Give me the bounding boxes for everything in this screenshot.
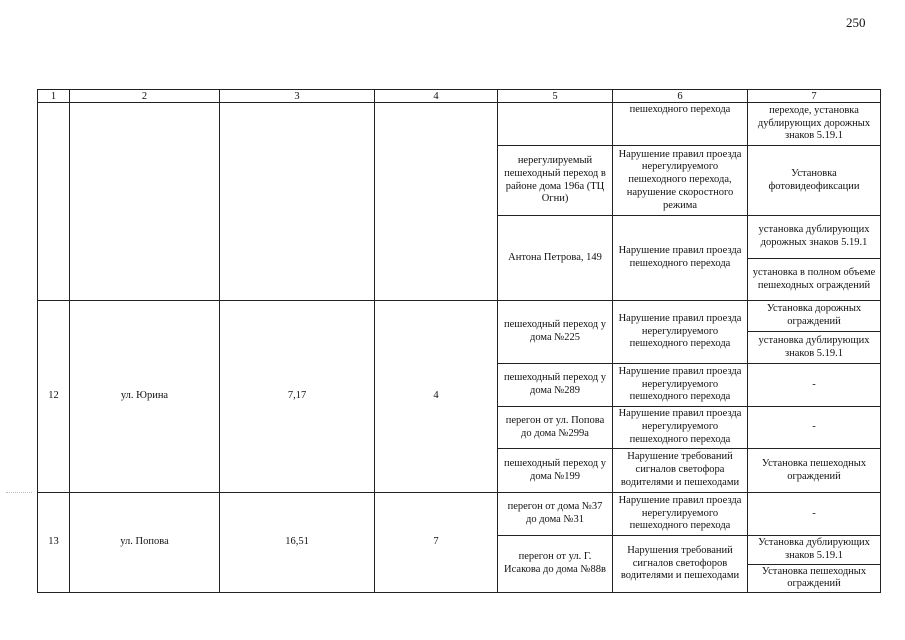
- cell-length: 16,51: [220, 493, 375, 593]
- cell-count: 7: [375, 493, 498, 593]
- cell-violation: пешеходного перехода: [613, 103, 748, 146]
- road-safety-table: [37, 89, 881, 593]
- cell-measure: Установка дорожных ограждений: [748, 301, 881, 332]
- cell-measure: переходе, установка дублирующих дорожных знаков 5.19.1: [748, 103, 881, 146]
- cell-violation: Нарушение правил проезда нерегулируемого пешеходного перехода: [613, 301, 748, 364]
- cell-street: ул. Попова: [70, 493, 220, 593]
- col-header-5: 5: [498, 90, 613, 103]
- cell-measure: установка в полном объеме пешеходных ограждений: [748, 259, 881, 301]
- cell-number: 13: [38, 493, 70, 593]
- cell-violation: Нарушение правил проезда нерегулируемого пешеходного перехода: [613, 493, 748, 536]
- cell-street: ул. Юрина: [70, 301, 220, 493]
- cell-length: 7,17: [220, 301, 375, 493]
- cell-violation: Нарушение требований сигналов светофора водителями и пешеходами: [613, 449, 748, 493]
- cell-location: перегон от ул. Г. Исакова до дома №88в: [498, 536, 613, 593]
- table-row: [38, 493, 881, 536]
- cell-number: 12: [38, 301, 70, 493]
- cell-location: пешеходный переход у дома №225: [498, 301, 613, 364]
- cell-location: пешеходный переход у дома №289: [498, 364, 613, 407]
- cell-measure: Установка фотовидеофиксации: [748, 146, 881, 216]
- col-header-3: 3: [220, 90, 375, 103]
- header-row: [38, 90, 881, 103]
- cell-count: 4: [375, 301, 498, 493]
- cell-measure: установка дублирующих дорожных знаков 5.19.1: [748, 216, 881, 259]
- cell-length: [220, 103, 375, 301]
- cell-violation: Нарушение правил проезда нерегулируемого пешеходного перехода, нарушение скоростного режима: [613, 146, 748, 216]
- col-header-4: 4: [375, 90, 498, 103]
- cell-location: перегон от дома №37 до дома №31: [498, 493, 613, 536]
- cell-location: нерегулируемый пешеходный переход в районе дома 196а (ТЦ Огни): [498, 146, 613, 216]
- page-number: 250: [846, 15, 866, 30]
- cell-location: перегон от ул. Попова до дома №299а: [498, 407, 613, 449]
- cell-measure: Установка дублирующих знаков 5.19.1: [748, 536, 881, 565]
- cell-violation: Нарушения требований сигналов светофоров водителями и пешеходами: [613, 536, 748, 593]
- cell-street: [70, 103, 220, 301]
- cell-measure: -: [748, 493, 881, 536]
- cell-location: пешеходный переход у дома №199: [498, 449, 613, 493]
- cell-location: Антона Петрова, 149: [498, 216, 613, 301]
- table-row: [38, 301, 881, 332]
- cell-measure: -: [748, 407, 881, 449]
- margin-mark: [6, 492, 32, 494]
- cell-violation: Нарушение правил проезда нерегулируемого пешеходного перехода: [613, 407, 748, 449]
- cell-measure: Установка пешеходных ограждений: [748, 449, 881, 493]
- cell-count: [375, 103, 498, 301]
- table-row: [38, 103, 881, 146]
- cell-measure: -: [748, 364, 881, 407]
- cell-measure: Установка пешеходных ограждений: [748, 564, 881, 593]
- cell-violation: Нарушение правил проезда нерегулируемого пешеходного перехода: [613, 364, 748, 407]
- col-header-7: 7: [748, 90, 881, 103]
- cell-measure: установка дублирующих знаков 5.19.1: [748, 332, 881, 364]
- col-header-6: 6: [613, 90, 748, 103]
- col-header-2: 2: [70, 90, 220, 103]
- cell-number: [38, 103, 70, 301]
- col-header-1: 1: [38, 90, 70, 103]
- cell-violation: Нарушение правил проезда пешеходного перехода: [613, 216, 748, 301]
- cell-location: [498, 103, 613, 146]
